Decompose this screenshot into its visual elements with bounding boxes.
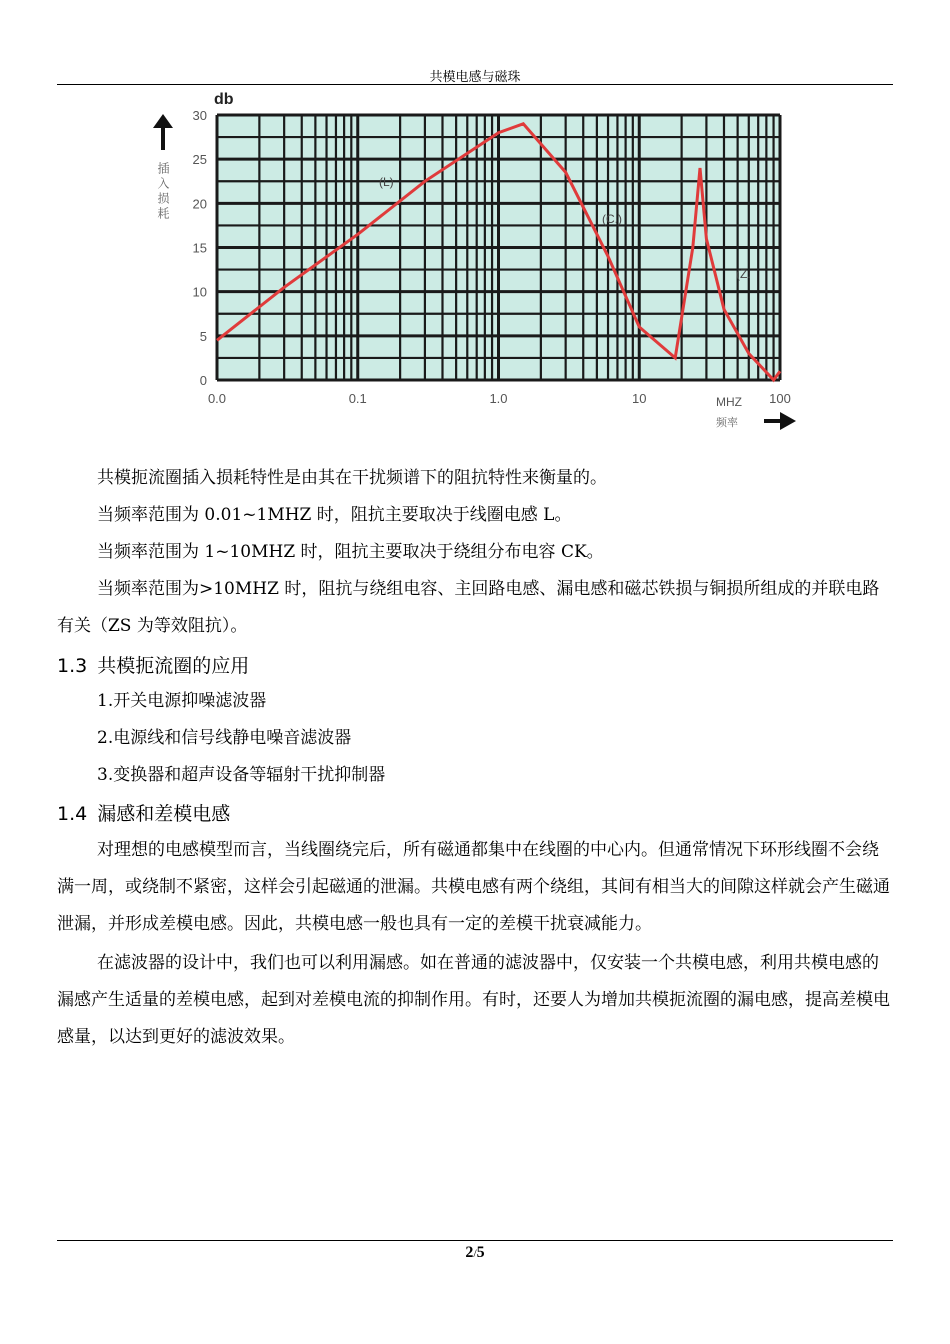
section-number: 1.4 [57, 803, 88, 825]
y-axis-label: 插入损耗 [156, 162, 170, 222]
footer-rule [57, 1240, 893, 1241]
paragraph-leakage: 对理想的电感模型而言，当线圈绕完后，所有磁通都集中在线圈的中心内。但通常情况下环形线圈不会绕满一周，或绕制不紧密，这样会引起磁通的泄漏。共模电感有两个绕组，其间有相当大的间隙这样就会产生磁通泄漏，并形成差模电感。因此，共模电感一般也具有一定的差模干扰衰减能力。 [57, 840, 890, 934]
x-tick-label: 0.1 [348, 391, 367, 406]
y-tick-label: 10 [192, 284, 207, 300]
list-item: 3.变换器和超声设备等辐射干扰抑制器 [97, 765, 386, 785]
paragraph-filter-design: 在滤波器的设计中，我们也可以利用漏感。如在普通的滤波器中，仅安装一个共模电感，利用共模电感的漏感产生适量的差模电感，起到对差模电流的抑制作用。有时，还要人为增加共模扼流圈的漏电感，提高差模电感量，以达到更好的滤波效果。 [57, 953, 890, 1047]
list-item: 1.开关电源抑噪滤波器 [97, 691, 267, 711]
x-tick-label: 1.0 [489, 391, 508, 406]
paragraph-range-low: 当频率范围为 0.01~1MHZ 时，阻抗主要取决于线圈电感 L。 [97, 505, 572, 525]
x-right-arrow-icon [764, 412, 796, 430]
header-rule [57, 84, 893, 85]
y-tick-label: 30 [192, 108, 207, 123]
paragraph-insertion-loss: 共模扼流圈插入损耗特性是由其在干扰频谱下的阻抗特性来衡量的。 [97, 468, 607, 488]
section-number: 1.3 [57, 655, 88, 677]
total-pages: 5 [476, 1244, 485, 1261]
y-tick-labels [193, 108, 207, 388]
paragraph-range-high: 当频率范围为>10MHZ 时，阻抗与绕组电容、主回路电感、漏电感和磁芯铁损与铜损所组成的并联电路有关（ZS 为等效阻抗）。 [57, 579, 880, 636]
x-tick-label: 10 [632, 391, 647, 406]
y-unit-label: db [214, 91, 234, 108]
page-number [57, 1244, 893, 1262]
page-separator: / [473, 1246, 477, 1260]
section-heading-1-4 [57, 799, 240, 826]
page-header: 共模电感与磁珠 [429, 70, 521, 85]
insertion-loss-chart [150, 90, 810, 440]
x-tick-label: 0.0 [207, 391, 227, 406]
x-tick-label: 100 [769, 391, 791, 406]
y-tick-label: 15 [192, 240, 207, 256]
y-tick-label: 5 [199, 328, 207, 344]
y-tick-label: 0 [199, 373, 207, 388]
curve-label-z: (Z. [736, 267, 751, 281]
current-page: 2 [465, 1244, 474, 1261]
y-up-arrow-icon [153, 114, 173, 150]
x-tick-labels [208, 391, 791, 406]
curve-label-l: (L) [379, 175, 394, 189]
list-item: 2.电源线和信号线静电噪音滤波器 [97, 728, 352, 748]
curve-label-c: (C.) [602, 212, 622, 226]
section-title: 漏感和差模电感 [97, 803, 231, 825]
paragraph-range-mid: 当频率范围为 1~10MHZ 时，阻抗主要取决于绕组分布电容 CK。 [97, 542, 604, 562]
y-tick-label: 25 [192, 152, 207, 168]
x-axis-label: 频率 [716, 416, 738, 429]
section-heading-1-3 [57, 651, 259, 678]
section-title: 共模扼流圈的应用 [97, 655, 250, 677]
x-unit-label: MHZ [716, 395, 742, 409]
y-tick-label: 20 [192, 196, 207, 212]
